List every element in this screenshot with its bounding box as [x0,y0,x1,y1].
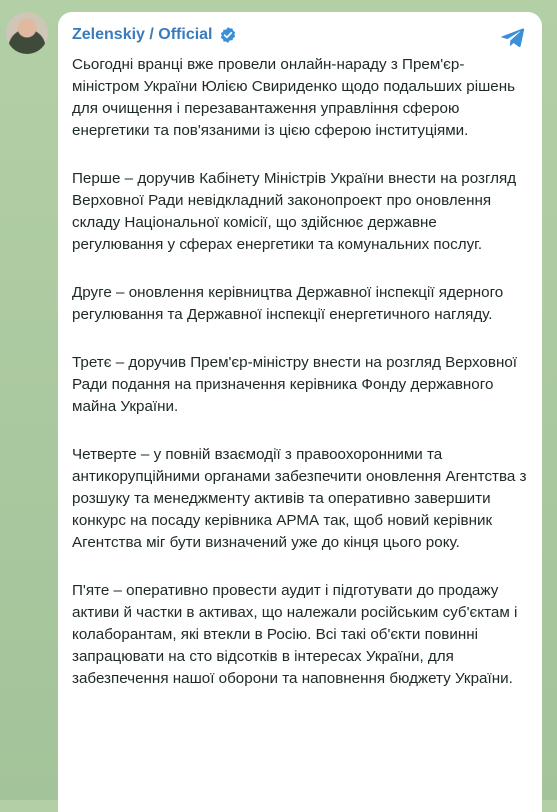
channel-name[interactable]: Zelenskiy / Official [72,26,213,43]
verified-badge-icon [219,26,237,44]
post-paragraph-first: Перше – доручив Кабінету Міністрів України внести на розгляд Верховної Ради невідкладний законопроект про оновлення складу Національної комісії, що здійснює державне регулювання у сферах енергетики та комунальних послуг. [72,170,517,253]
message-header [72,22,528,48]
avatar[interactable] [6,12,48,54]
post-paragraph-third: Третє – доручив Прем'єр-міністру внести на розгляд Верховної Ради подання на призначення керівника Фонду державного майна України. [72,354,517,415]
post-paragraph-fifth: П'яте – оперативно провести аудит і підготувати до продажу активи й частки в активах, що належали російським суб'єктам і колаборантам, які втекли в Росію. Всі такі об'єкти повинні запрацювати на сто відсотків в інтересах України, для забезпечення нашої оборони та наповнення бюджету України. [72,582,518,687]
telegram-plane-icon[interactable] [500,24,526,50]
post-text [72,54,528,690]
post-paragraph-intro: Сьогодні вранці вже провели онлайн-нараду з Прем'єр-міністром України Юлією Свириденко щодо подальших рішень для очищення і перезавантаження управління сферою енергетики та пов'язаними із цією сферою інституціями. [72,56,515,139]
post-paragraph-fourth: Четверте – у повній взаємодії з правоохоронними та антикорупційними органами забезпечити оновлення Агентства з розшуку та менеджменту активів та оперативно завершити конкурс на посаду керівника АРМА так, щоб новий керівник Агентства міг бути визначений уже до кінця цього року. [72,446,527,551]
post-paragraph-second: Друге – оновлення керівництва Державної інспекції ядерного регулювання та Державної інспекції енергетичного нагляду. [72,284,504,323]
message-bubble [58,12,542,812]
